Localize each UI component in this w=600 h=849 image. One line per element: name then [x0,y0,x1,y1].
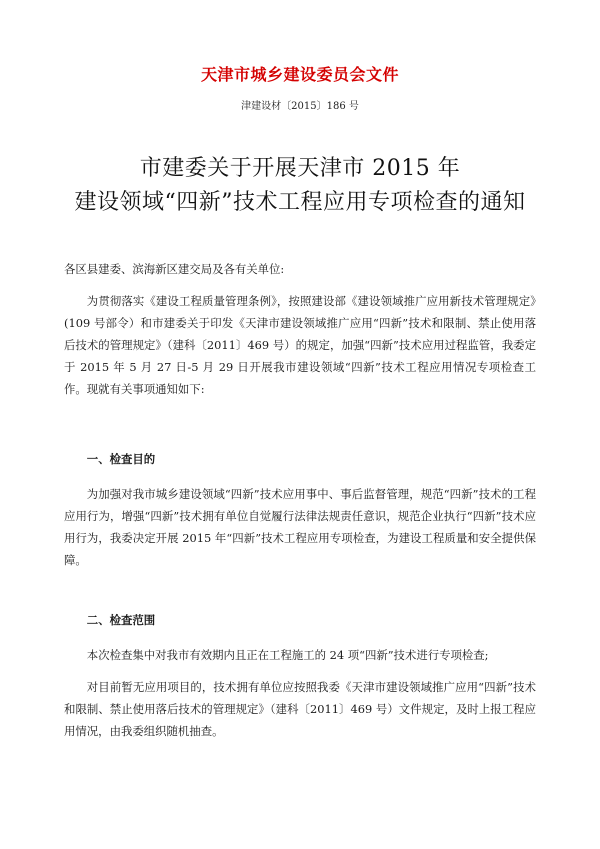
document-title-line-1: 市建委关于开展天津市 2015 年 [139,156,461,181]
section-1-paragraph: 为加强对我市城乡建设领域“四新”技术应用事中、事后监督管理，规范“四新”技术的工程应用行为，增强“四新”技术拥有单位自觉履行法律法规责任意识，规范企业执行“四新”技术应用行为，我委决定开展 2015 年“四新”技术工程应用专项检查，为建设工程质量和安全提供保障。 [64,487,536,567]
section-2-paragraph-1: 本次检查集中对我市有效期内且正在工程施工的 24 项“四新”技术进行专项检查; [86,648,489,662]
section-1-heading: 一、检查目的 [86,452,156,466]
issuing-organization: 天津市城乡建设委员会文件 [200,65,399,84]
intro-paragraph: 为贯彻落实《建设工程质量管理条例》，按照建设部《建设领域推广应用新技术管理规定》(109 号部令）和市建委关于印发《天津市建设领域推广应用“四新”技术和限制、禁止使用落后技术的管理规定》（建科〔2011〕469 号）的规定，加强“四新”技术应用过程监管，我委定于 2015 年 5 月 27 日-5 月 29 日开展我市建设领域“四新”技术工程应用情况专项检查工作。现就有关事项通知如下: [64,294,536,396]
addressee: 各区县建委、滨海新区建交局及各有关单位: [64,262,285,276]
document-number: 津建设材〔2015〕186 号 [241,101,359,112]
section-2-heading: 二、检查范围 [86,613,156,627]
section-2-paragraph-2: 对目前暂无应用项目的，技术拥有单位应按照我委《天津市建设领域推广应用“四新”技术和限制、禁止使用落后技术的管理规定》（建科〔2011〕469 号）文件规定，及时上报工程应用情况，由我委组织随机抽查。 [64,680,536,738]
document-title-line-2: 建设领域“四新”技术工程应用专项检查的通知 [74,190,526,215]
